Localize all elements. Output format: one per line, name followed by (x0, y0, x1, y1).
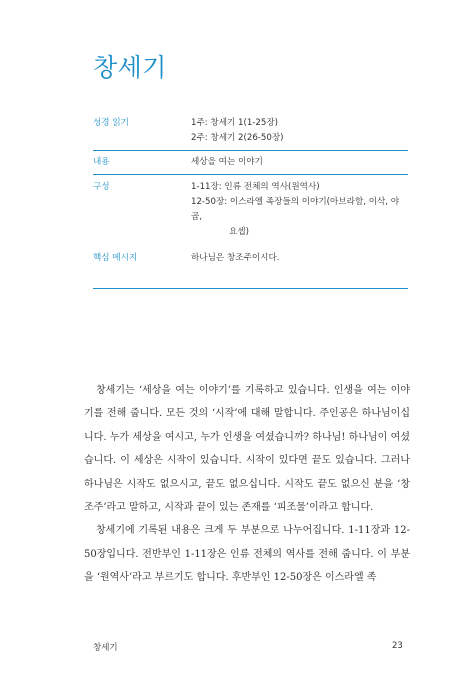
structure-line-2: 12-50장: 이스라엘 족장들의 이야기(아브라함, 이삭, 야곱, (191, 197, 400, 222)
info-row-study (93, 112, 408, 151)
info-row-content (93, 151, 408, 175)
study-label: 성경 읽기 (93, 112, 191, 151)
page-title: 창세기 (93, 53, 167, 82)
structure-value (191, 175, 408, 249)
structure-label: 구성 (93, 182, 110, 192)
page-number: 23 (392, 641, 403, 651)
body-paragraph-1: 창세기는 ‘세상을 여는 이야기’를 기록하고 있습니다. 인생을 여는 이야기를 전해 줍니다. 모든 것의 ‘시작’에 대해 말합니다. 주인공은 하나님이십니다. 누가 세상을 여시고, 누가 인생을 여셨습니까? 하나님! 하나님이 여셨습니다. 이 세상은 시작이 있습니다. 시작이 있다면 끝도 있습니다. 그러나 하나님은 시작도 없으시고, 끝도 없으십니다. 시작도 끝도 없으신 분을 ‘창조주’라고 말하고, 시작과 끝이 있는 존재를 ‘피조물’이라고 합니다. (84, 385, 410, 514)
message-value: 하나님은 창조주이시다. (191, 253, 280, 263)
message-label: 핵심 메시지 (93, 253, 138, 263)
study-value (191, 112, 408, 151)
structure-line-3: 요셉) (229, 227, 249, 237)
study-week1: 1주: 창세기 1(1-25장) (191, 118, 279, 128)
content-label: 내용 (93, 151, 191, 175)
structure-line-1: 1-11장: 인류 전체의 역사(원역사) (191, 182, 320, 192)
body-paragraph-2: 창세기에 기록된 내용은 크게 두 부분으로 나누어집니다. 1-11장과 12-50장입니다. 전반부인 1-11장은 인류 전체의 역사를 전해 줍니다. 이 부분을 ‘원역사’라고 부르기도 합니다. 후반부인 12-50장은 이스라엘 족 (84, 525, 410, 584)
study-week2: 2주: 창세기 2(26-50장) (191, 133, 284, 143)
book-info-table (93, 112, 408, 295)
info-row-structure (93, 175, 408, 249)
body-text (84, 379, 410, 590)
content-value: 세상을 여는 이야기 (191, 151, 408, 175)
footer-book-title: 창세기 (93, 643, 118, 653)
table-bottom-rule (93, 288, 408, 289)
